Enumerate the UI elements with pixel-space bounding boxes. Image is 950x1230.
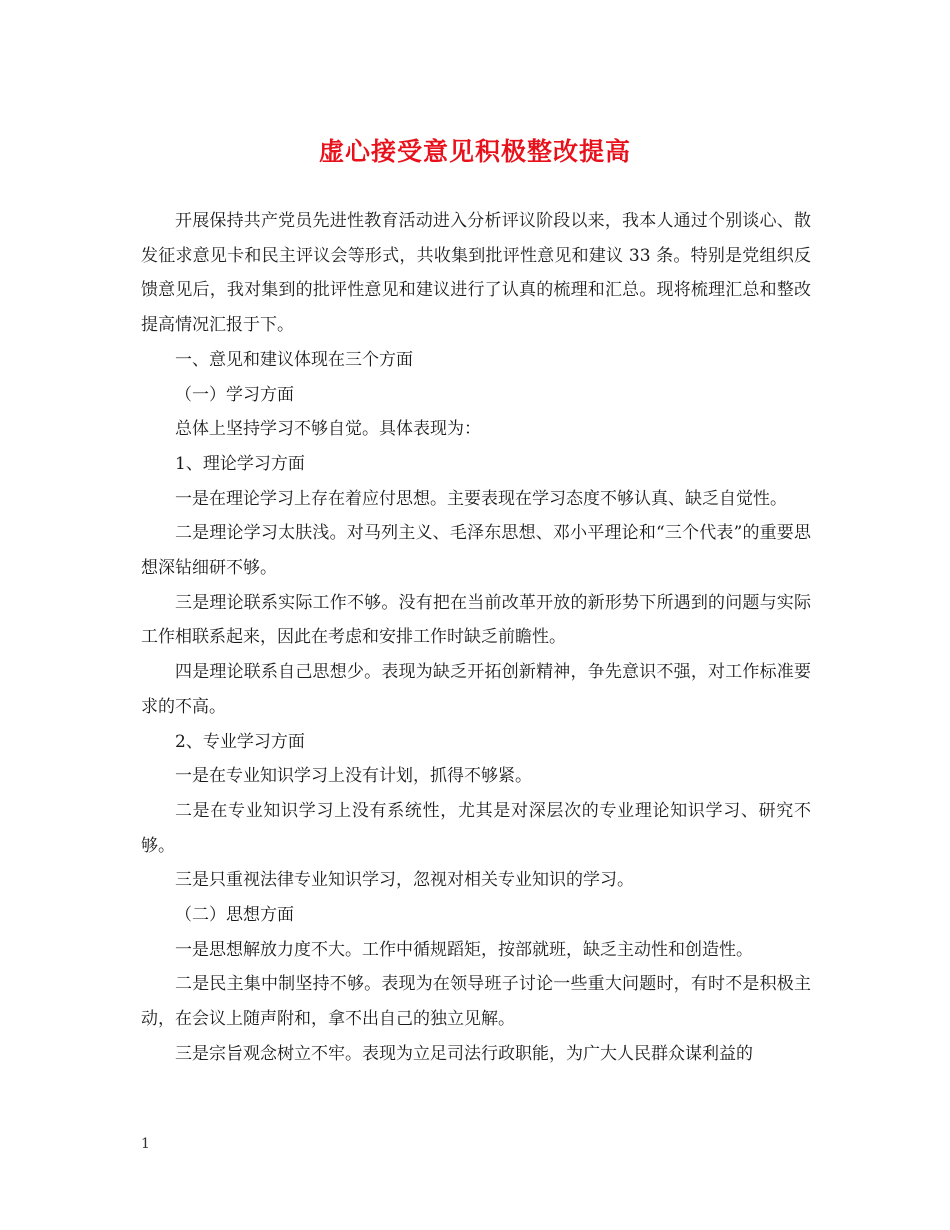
heading-thinking: （二）思想方面 xyxy=(175,905,294,926)
heading-professional-study: 2、专业学习方面 xyxy=(175,731,305,752)
paragraph-thinking-2: 二是民主集中制坚持不够。表现为在领导班子讨论一些重大问题时，有时不是积极主动，在会议上随声附和，拿不出自己的独立见解。 xyxy=(141,974,811,1030)
heading-theory-study: 1、理论学习方面 xyxy=(175,453,305,474)
heading-section-1: 一、意见和建议体现在三个方面 xyxy=(175,349,413,370)
paragraph-thinking-3: 三是宗旨观念树立不牢。表现为立足司法行政职能，为广大人民群众谋利益的 xyxy=(175,1043,753,1064)
paragraph-theory-3: 三是理论联系实际工作不够。没有把在当前改革开放的新形势下所遇到的问题与实际工作相联系起来，因此在考虑和安排工作时缺乏前瞻性。 xyxy=(141,592,811,648)
paragraph-intro: 开展保持共产党员先进性教育活动进入分析评议阶段以来，我本人通过个别谈心、散发征求意见卡和民主评议会等形式，共收集到批评性意见和建议 33 条。特别是党组织反馈意见后，我对集到的批评性意见和建议进行了认真的梳理和汇总。现将梳理汇总和整改提高情况汇报于下。 xyxy=(141,211,811,336)
paragraph-theory-2: 二是理论学习太肤浅。对马列主义、毛泽东思想、邓小平理论和“三个代表”的重要思想深钻细研不够。 xyxy=(141,523,811,579)
document-body xyxy=(141,204,811,1072)
paragraph-professional-2: 二是在专业知识学习上没有系统性，尤其是对深层次的专业理论知识学习、研究不够。 xyxy=(141,800,811,856)
paragraph-professional-1: 一是在专业知识学习上没有计划，抓得不够紧。 xyxy=(175,766,532,787)
paragraph-thinking-1: 一是思想解放力度不大。工作中循规蹈矩，按部就班，缺乏主动性和创造性。 xyxy=(175,939,753,960)
paragraph-theory-1: 一是在理论学习上存在着应付思想。主要表现在学习态度不够认真、缺乏自觉性。 xyxy=(175,488,787,509)
paragraph-study-summary: 总体上坚持学习不够自觉。具体表现为： xyxy=(175,419,481,440)
paragraph-professional-3: 三是只重视法律专业知识学习，忽视对相关专业知识的学习。 xyxy=(175,870,634,891)
heading-study: （一）学习方面 xyxy=(175,384,294,405)
document-title: 虚心接受意见积极整改提高 xyxy=(318,137,631,166)
paragraph-theory-4: 四是理论联系自己思想少。表现为缺乏开拓创新精神，争先意识不强，对工作标准要求的不高。 xyxy=(141,662,811,717)
page-number: 1 xyxy=(141,1136,150,1152)
